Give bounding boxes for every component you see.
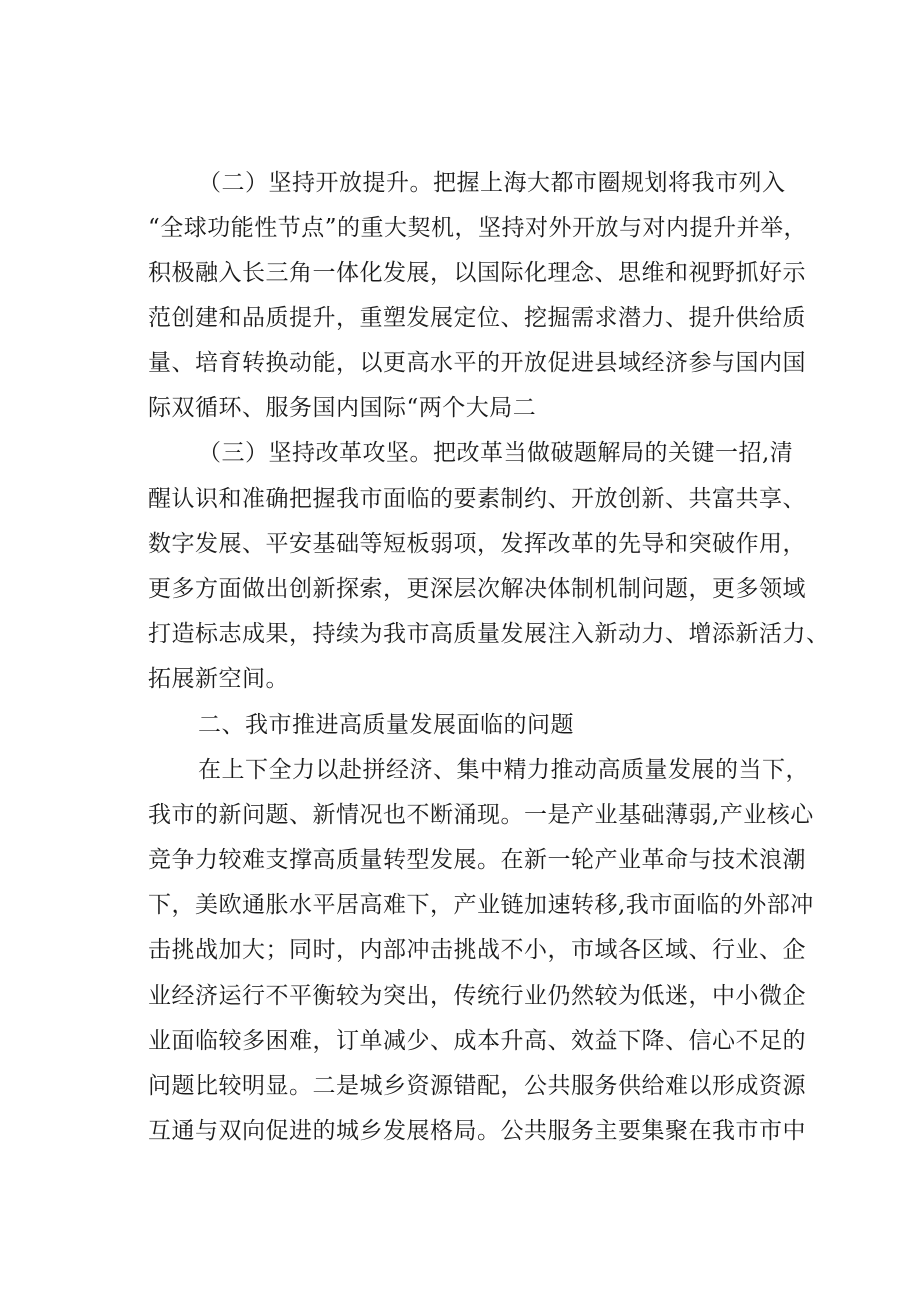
paragraph-line: 醒认识和准确把握我市面临的要素制约、开放创新、共富共享、 — [148, 486, 806, 512]
paragraph-line: 打造标志成果，持续为我市高质量发展注入新动力、增添新活力、 — [148, 621, 830, 647]
paragraph-line: （三）坚持改革攻坚。把改革当做破题解局的关键一招,清 — [198, 440, 794, 466]
paragraph-line: 拓展新空间。 — [148, 666, 289, 692]
paragraph-line: 互通与双向促进的城乡发展格局。公共服务主要集聚在我市市中 — [148, 1118, 806, 1144]
paragraph-line: 下，美欧通胀水平居高难下，产业链加速转移,我市面临的外部冲 — [148, 892, 814, 918]
paragraph-line: “全球功能性节点”的重大契机，坚持对外开放与对内提升并举， — [148, 215, 808, 241]
paragraph-line: 际双循环、服务国内国际“两个大局二 — [148, 395, 537, 421]
paragraph-line: 问题比较明显。二是城乡资源错配，公共服务供给难以形成资源 — [148, 1073, 806, 1099]
paragraph-line: 范创建和品质提升，重塑发展定位、挖掘需求潜力、提升供给质 — [148, 305, 806, 331]
paragraph-line: 我市的新问题、新情况也不断涌现。一是产业基础薄弱,产业核心 — [148, 802, 814, 828]
paragraph-line: 击挑战加大；同时，内部冲击挑战不小，市域各区域、行业、企 — [148, 937, 806, 963]
paragraph-line: 更多方面做出创新探索，更深层次解决体制机制问题，更多领域 — [148, 576, 806, 602]
paragraph-line: 量、培育转换动能，以更高水平的开放促进县域经济参与国内国 — [148, 350, 806, 376]
paragraph-line: 业面临较多困难，订单减少、成本升高、效益下降、信心不足的 — [148, 1028, 806, 1054]
paragraph-line: 数字发展、平安基础等短板弱项，发挥改革的先导和突破作用， — [148, 531, 806, 557]
paragraph-line: 竞争力较难支撑高质量转型发展。在新一轮产业革命与技术浪潮 — [148, 847, 806, 873]
paragraph-line: 积极融入长三角一体化发展，以国际化理念、思维和视野抓好示 — [148, 260, 806, 286]
paragraph-line: （二）坚持开放提升。把握上海大都市圈规划将我市列入 — [198, 170, 786, 196]
paragraph-line: 业经济运行不平衡较为突出，传统行业仍然较为低迷，中小微企 — [148, 983, 806, 1009]
section-heading: 二、我市推进高质量发展面临的问题 — [198, 712, 574, 738]
paragraph-line: 在上下全力以赴拼经济、集中精力推动高质量发展的当下， — [198, 757, 809, 783]
